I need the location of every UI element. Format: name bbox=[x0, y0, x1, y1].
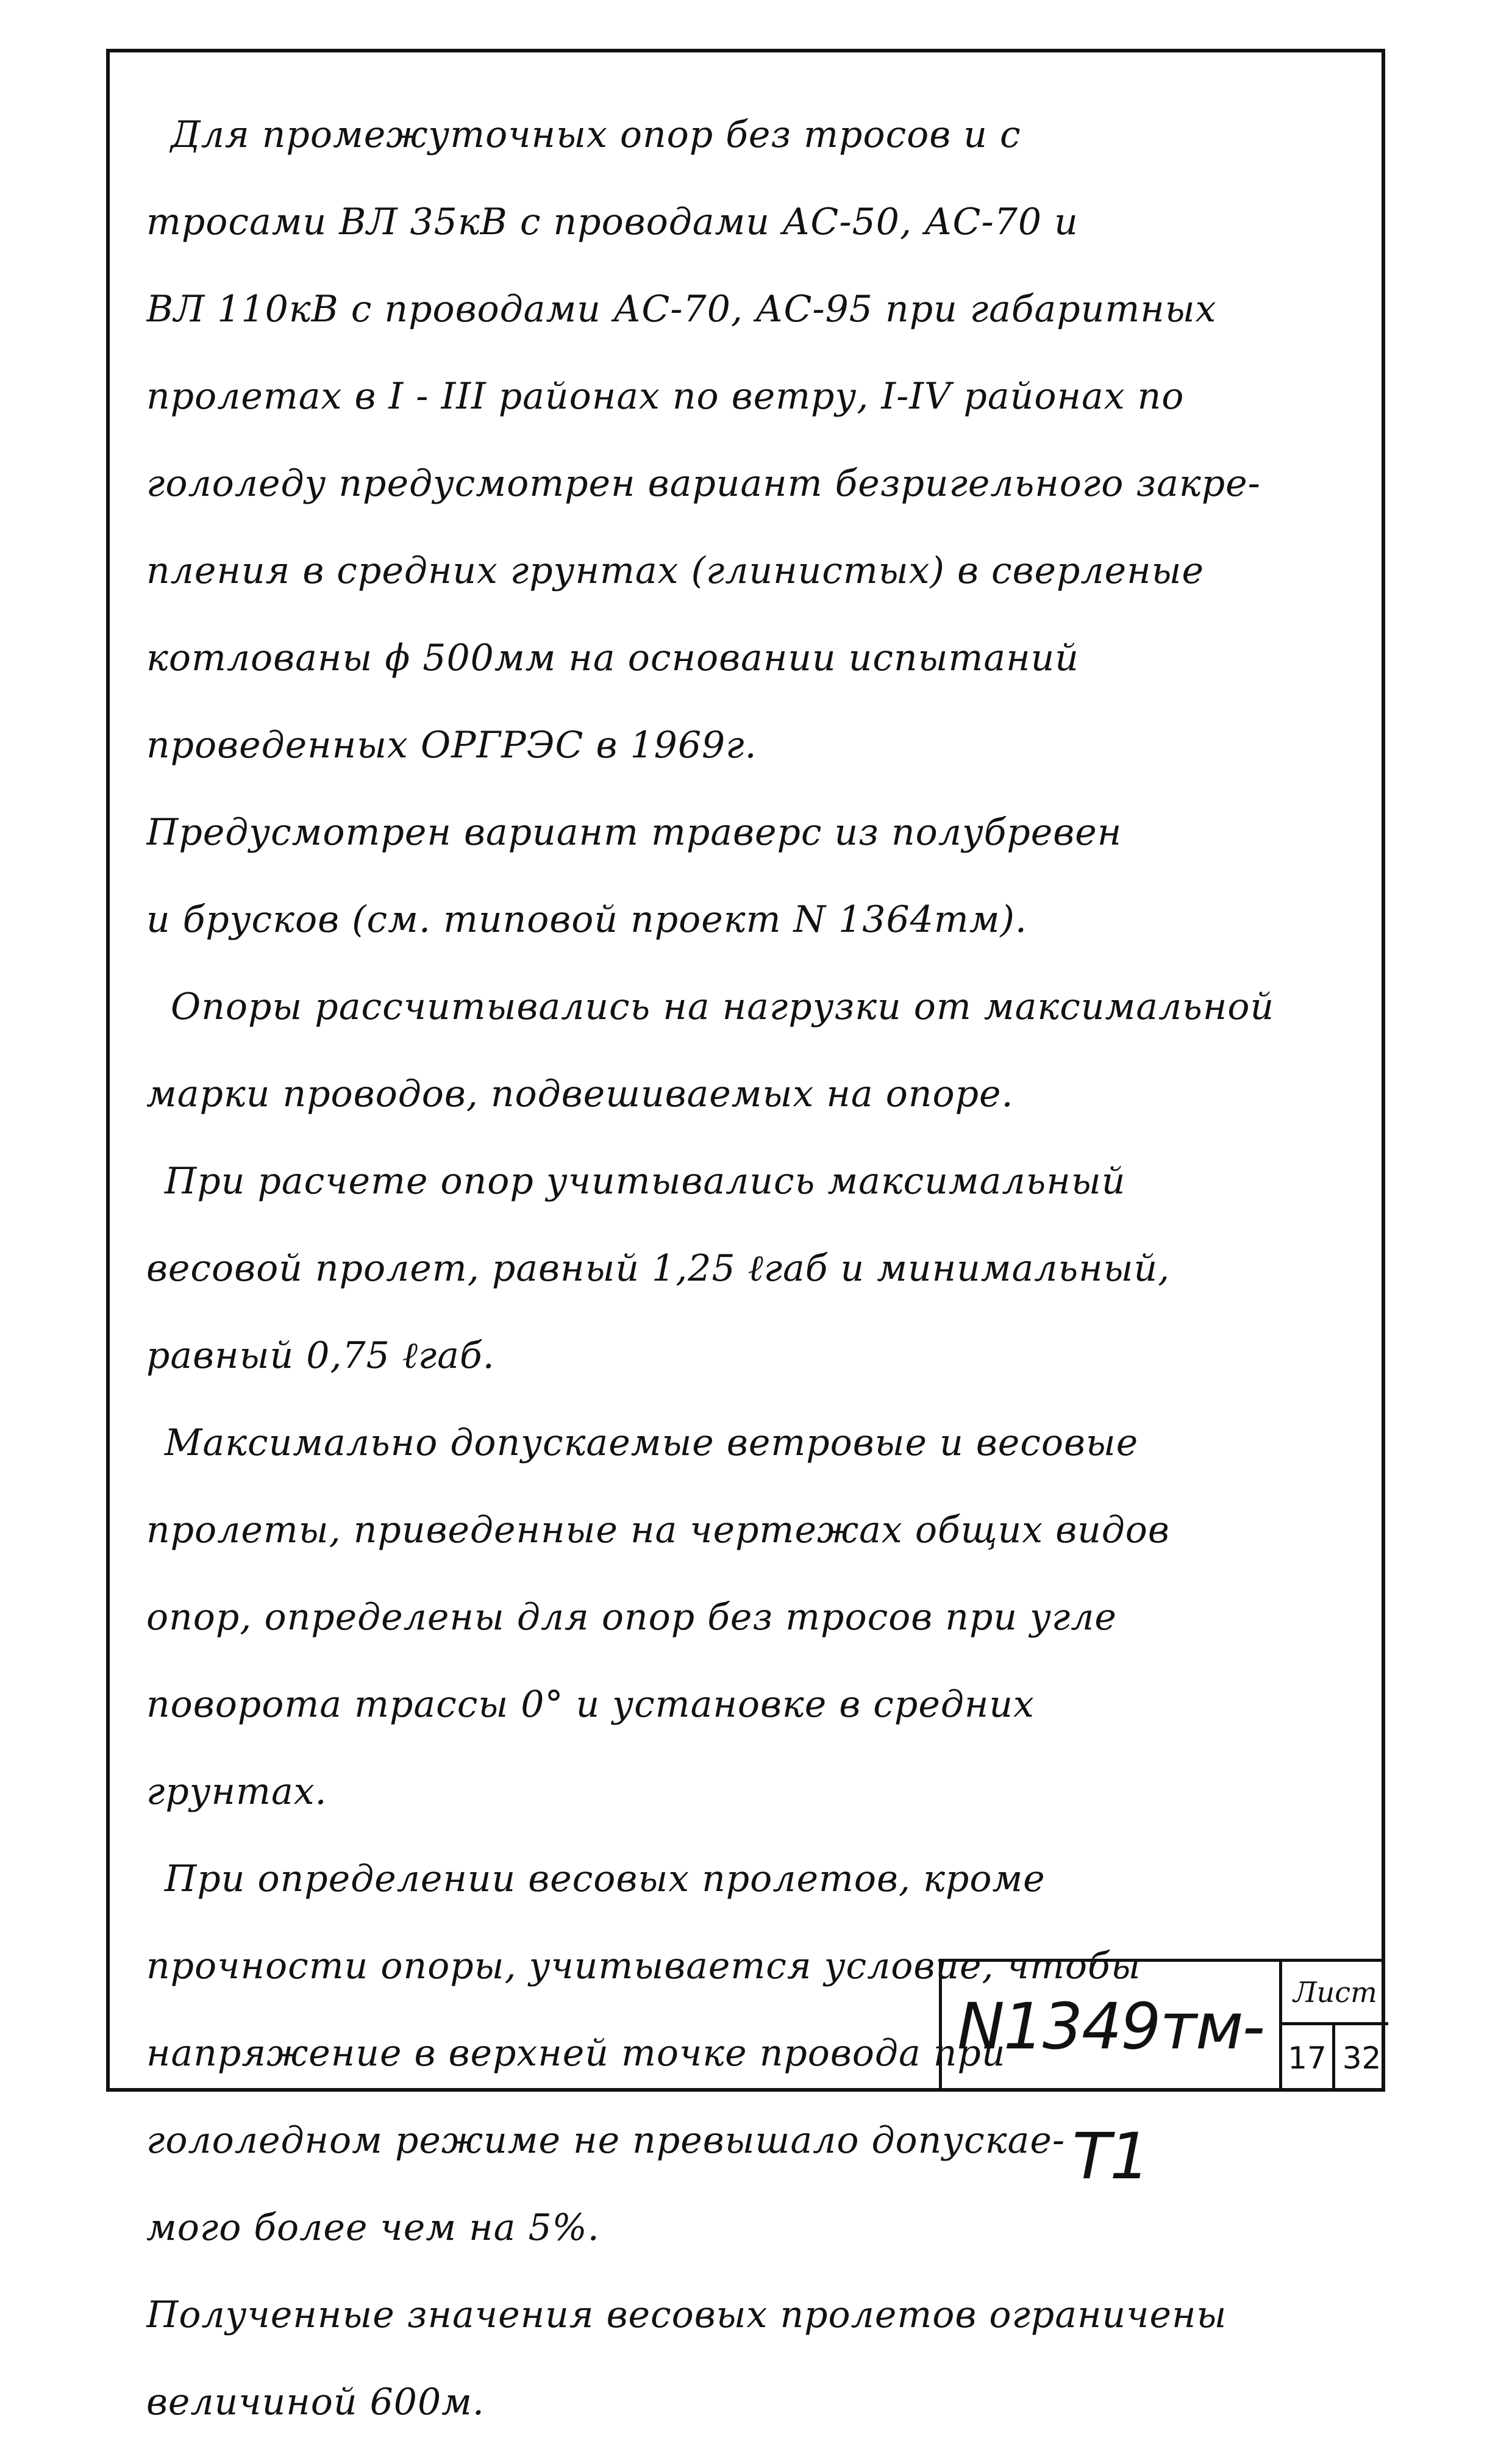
text-line: гололедном режиме не превышало допускае- bbox=[146, 2119, 1066, 2162]
title-block bbox=[939, 1959, 1385, 2194]
text-line: пролетах в I - III районах по ветру, I-IV районах по bbox=[146, 375, 1185, 418]
text-line: опор, определены для опор без тросов при угле bbox=[146, 1596, 1117, 1639]
text-line: Предусмотрен вариант траверс из полубревен bbox=[146, 811, 1122, 854]
text-line: котлованы ϕ 500мм на основании испытаний bbox=[146, 637, 1079, 679]
sheet-number: 17 bbox=[1282, 2025, 1335, 2092]
text-line: Максимально допускаемые ветровые и весовые bbox=[165, 1421, 1139, 1464]
text-line: грунтах. bbox=[146, 1770, 327, 1813]
text-line: ВЛ 110кВ с проводами АС-70, АС-95 при габаритных bbox=[146, 288, 1217, 331]
text-line: напряжение в верхней точке провода при bbox=[146, 2032, 1006, 2075]
text-line: Для промежуточных опор без тросов и с bbox=[171, 113, 1021, 156]
text-line: проведенных ОРГРЭС в 1969г. bbox=[146, 724, 757, 767]
text-line: Опоры рассчитывались на нагрузки от максимальной bbox=[171, 985, 1275, 1028]
text-line: поворота трассы 0° и установке в средних bbox=[146, 1683, 1035, 1726]
text-line: Полученные значения весовых пролетов ограничены bbox=[146, 2294, 1227, 2336]
text-line: пролеты, приведенные на чертежах общих видов bbox=[146, 1509, 1170, 1551]
text-line: марки проводов, подвешиваемых на опоре. bbox=[146, 1073, 1014, 1115]
text-line: При расчете опор учитывались максимальный bbox=[165, 1160, 1126, 1203]
text-line: величиной 600м. bbox=[146, 2381, 485, 2423]
text-line: весовой пролет, равный 1,25 ℓгаб и минимальный, bbox=[146, 1247, 1171, 1290]
total-sheets: 32 bbox=[1342, 2040, 1382, 2076]
text-line: тросами ВЛ 35кВ с проводами АС-50, АС-70 и bbox=[146, 201, 1079, 243]
text-line: прочности опоры, учитывается условие, чтобы bbox=[146, 1945, 1141, 1987]
text-line: гололеду предусмотрен вариант безригельного закре- bbox=[146, 462, 1261, 505]
text-line: и брусков (см. типовой проект N 1364тм). bbox=[146, 898, 1027, 941]
text-line: мого более чем на 5%. bbox=[146, 2206, 600, 2249]
text-line: пления в средних грунтах (глинистых) в сверленые bbox=[146, 549, 1205, 592]
body-text bbox=[146, 91, 1357, 2446]
sheet-label: Лист bbox=[1282, 1962, 1388, 2025]
text-line: При определении весовых пролетов, кроме bbox=[165, 1858, 1046, 1900]
text-line: равный 0,75 ℓгаб. bbox=[146, 1334, 495, 1377]
document-code: N1349тм-Т1 bbox=[942, 1962, 1282, 2092]
